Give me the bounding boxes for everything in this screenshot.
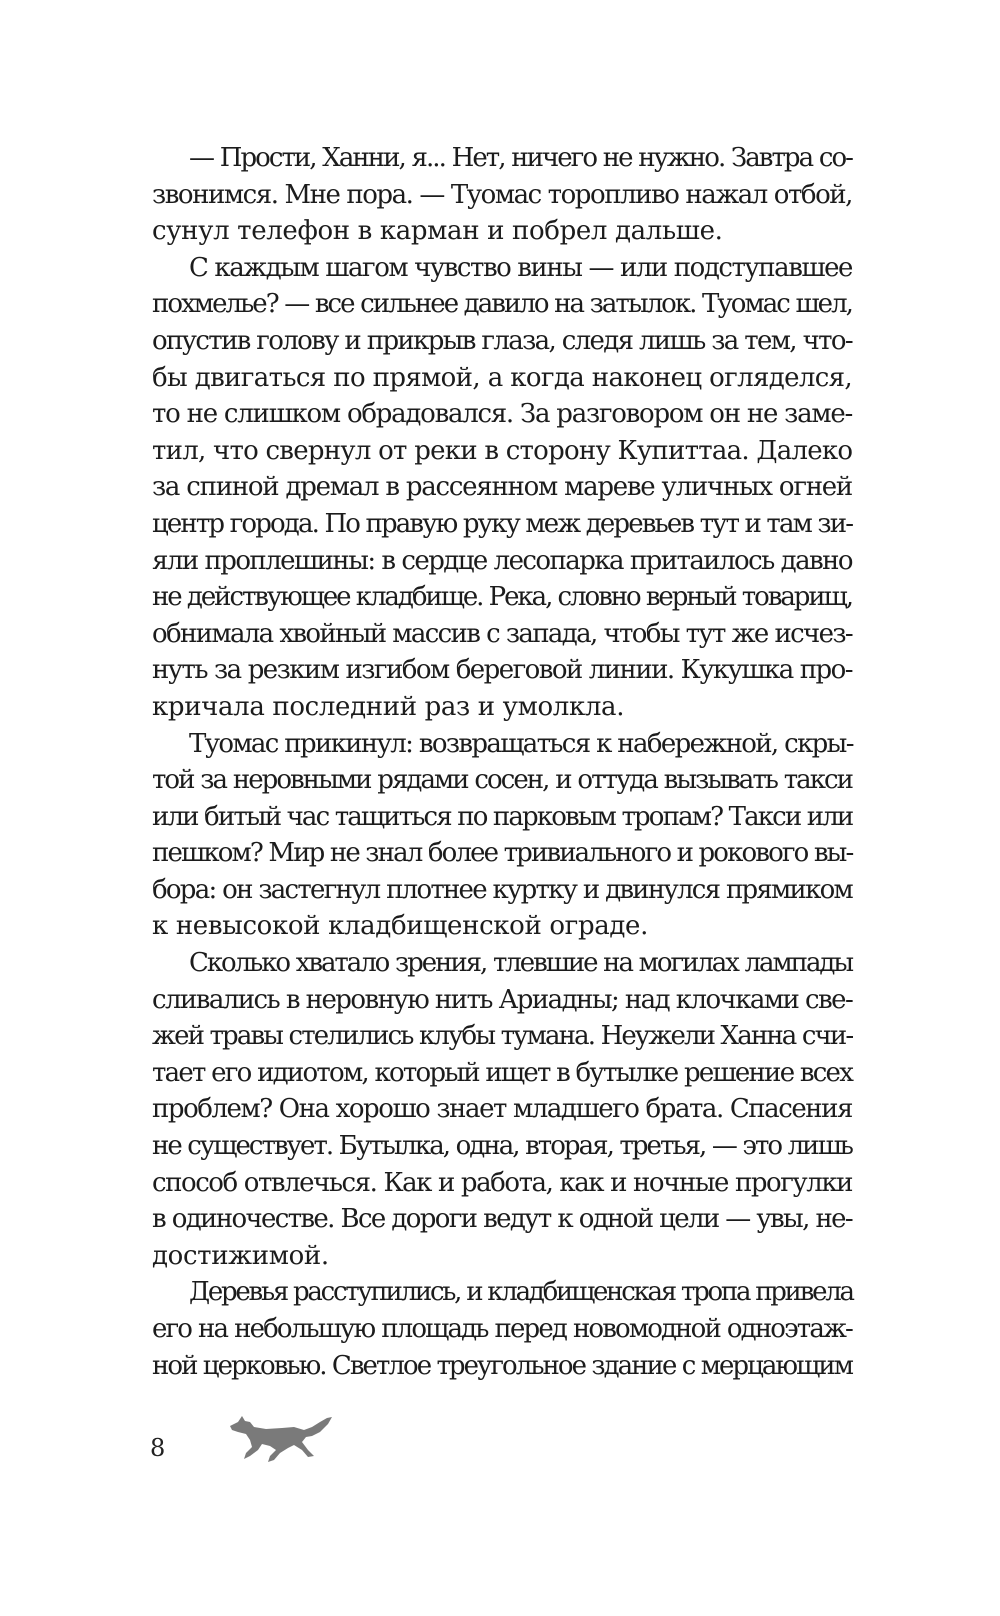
text-line: способ отвлечься. Как и работа, как и ночные прогулки — [152, 1167, 852, 1198]
text-line: достижимой. — [152, 1240, 329, 1271]
text-line: опустив голову и прикрыв глаза, следя лишь за тем, что- — [152, 325, 852, 356]
text-line: проблем? Она хорошо знает младшего брата. Спасения — [152, 1094, 852, 1125]
text-line: его на небольшую площадь перед новомодной одноэтаж- — [152, 1314, 852, 1344]
text-line: сливались в неровную нить Ариадны; над клочками све- — [152, 984, 853, 1015]
text-line: звонимся. Мне пора. — Туомас торопливо нажал отбой, — [152, 179, 852, 210]
text-line: Туомас прикинул: возвращаться к набережной, скры- — [189, 728, 853, 759]
text-line: бора: он застегнул плотнее куртку и двинулся прямиком — [152, 874, 852, 905]
page-number: 8 — [150, 1434, 166, 1462]
text-line: — Прости, Ханни, я... Нет, ничего не нужно. Завтра со- — [189, 143, 852, 173]
text-line: сунул телефон в карман и побрел дальше. — [152, 216, 723, 247]
text-line: тает его идиотом, который ищет в бутылке решение всех — [152, 1057, 853, 1088]
text-line: или битый час тащиться по парковым тропам? Такси или — [152, 801, 853, 832]
text-line: нуть за резким изгибом береговой линии. Кукушка про- — [152, 655, 852, 686]
text-line: в одиночестве. Все дороги ведут к одной цели — увы, не- — [152, 1204, 852, 1235]
text-line: тил, что свернул от реки в сторону Купиттаа. Далеко — [152, 435, 853, 466]
text-line: бы двигаться по прямой, а когда наконец огляделся, — [152, 362, 852, 393]
text-line: С каждым шагом чувство вины — или подступавшее — [189, 252, 852, 283]
text-line: Сколько хватало зрения, тлевшие на могилах лампады — [189, 948, 852, 979]
text-line: кричала последний раз и умолкла. — [152, 691, 625, 722]
wolf-silhouette-icon — [228, 1412, 332, 1464]
text-line: то не слишком обрадовался. За разговором он не заме- — [152, 399, 852, 430]
text-line: ной церковью. Светлое треугольное здание с мерцающим — [152, 1350, 852, 1381]
text-line: не действующее кладбище. Река, словно верный товарищ, — [152, 582, 852, 613]
body-text — [152, 140, 852, 1384]
text-line: не существует. Бутылка, одна, вторая, третья, — это лишь — [152, 1131, 852, 1162]
text-line: Деревья расступились, и кладбищенская тропа привела — [189, 1277, 853, 1308]
text-line: яли проплешины: в сердце лесопарка притаилось давно — [152, 545, 852, 576]
text-line: за спиной дремал в рассеянном мареве уличных огней — [152, 472, 852, 503]
text-line: похмелье? — все сильнее давило на затылок. Туомас шел, — [152, 289, 852, 320]
text-line: пешком? Мир не знал более тривиального и рокового вы- — [152, 838, 853, 869]
text-line: центр города. По правую руку меж деревьев тут и там зи- — [152, 508, 853, 539]
text-line: той за неровными рядами сосен, и оттуда вызывать такси — [152, 765, 852, 796]
text-line: жей травы стелились клубы тумана. Неужели Ханна счи- — [152, 1021, 853, 1052]
text-line: обнимала хвойный массив с запада, чтобы тут же исчез- — [152, 618, 852, 649]
text-line: к невысокой кладбищенской ограде. — [152, 911, 649, 942]
